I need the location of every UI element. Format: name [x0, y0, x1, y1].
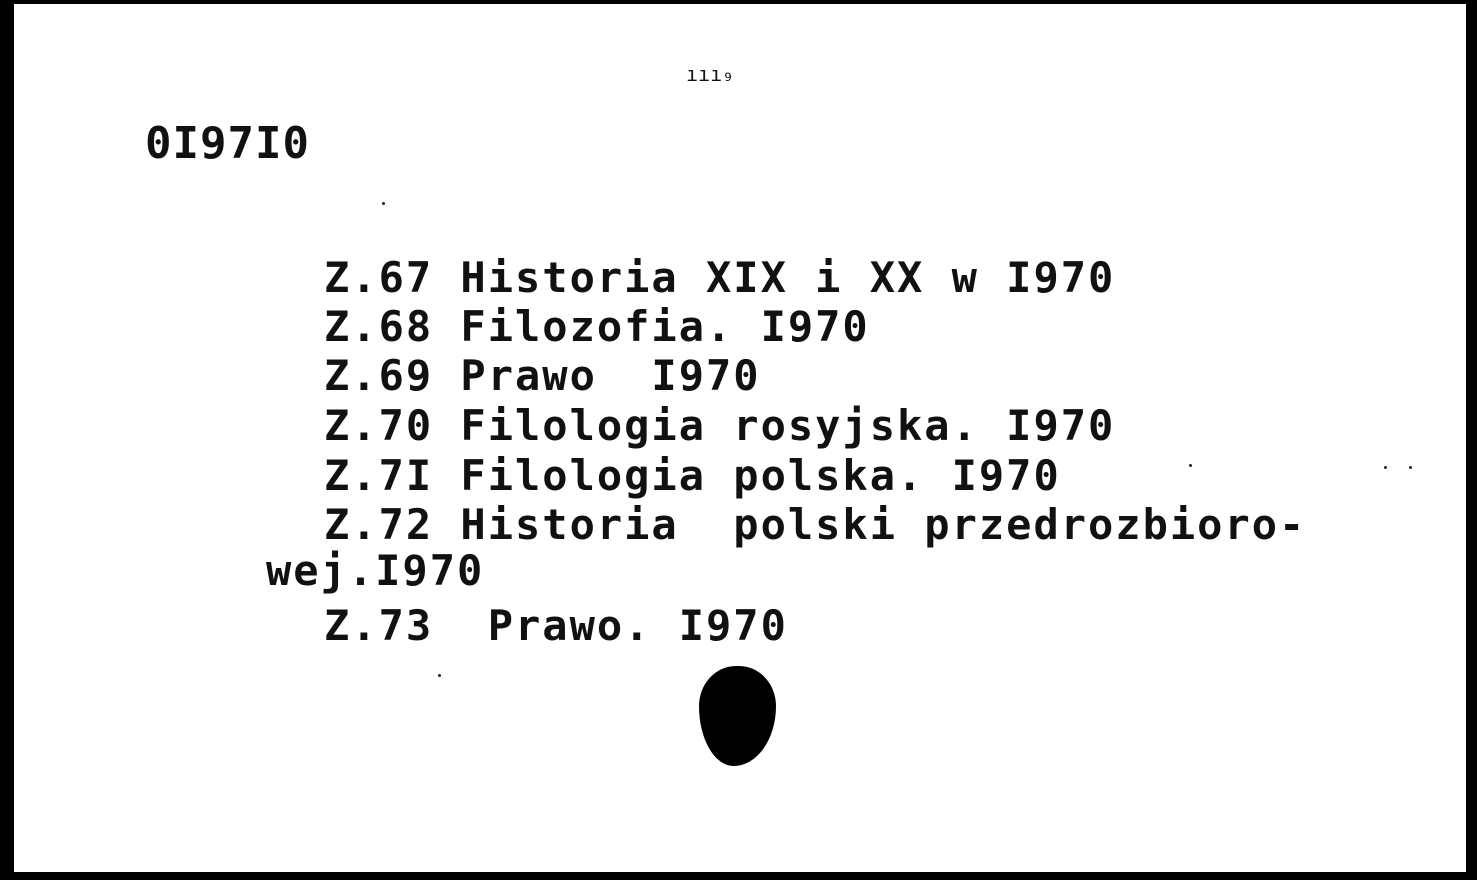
catalog-card	[14, 4, 1466, 872]
ink-speck	[1189, 464, 1192, 467]
entry-line: Z.7I Filologia polska. I970	[324, 451, 1061, 500]
card-number: 0I97I0	[145, 118, 310, 169]
ink-speck	[1384, 466, 1387, 469]
entry-line: Z.68 Filozofia. I970	[324, 302, 870, 351]
ink-speck	[1409, 466, 1412, 469]
entry-line: Z.70 Filologia rosyjska. I970	[324, 401, 1116, 450]
entry-line: Z.72 Historia polski przedrozbioro-	[324, 500, 1307, 549]
ink-speck	[438, 674, 441, 677]
ink-speck	[382, 202, 385, 205]
entry-line: Z.73 Prawo. I970	[324, 601, 788, 650]
entry-line: Z.67 Historia XIX i XX w I970	[324, 253, 1116, 302]
punch-hole-blot	[699, 666, 776, 766]
entry-line: Z.69 Prawo I970	[324, 351, 761, 400]
corner-mark: ııı₉	[686, 62, 735, 86]
entry-line-continuation: wej.I970	[266, 546, 485, 595]
